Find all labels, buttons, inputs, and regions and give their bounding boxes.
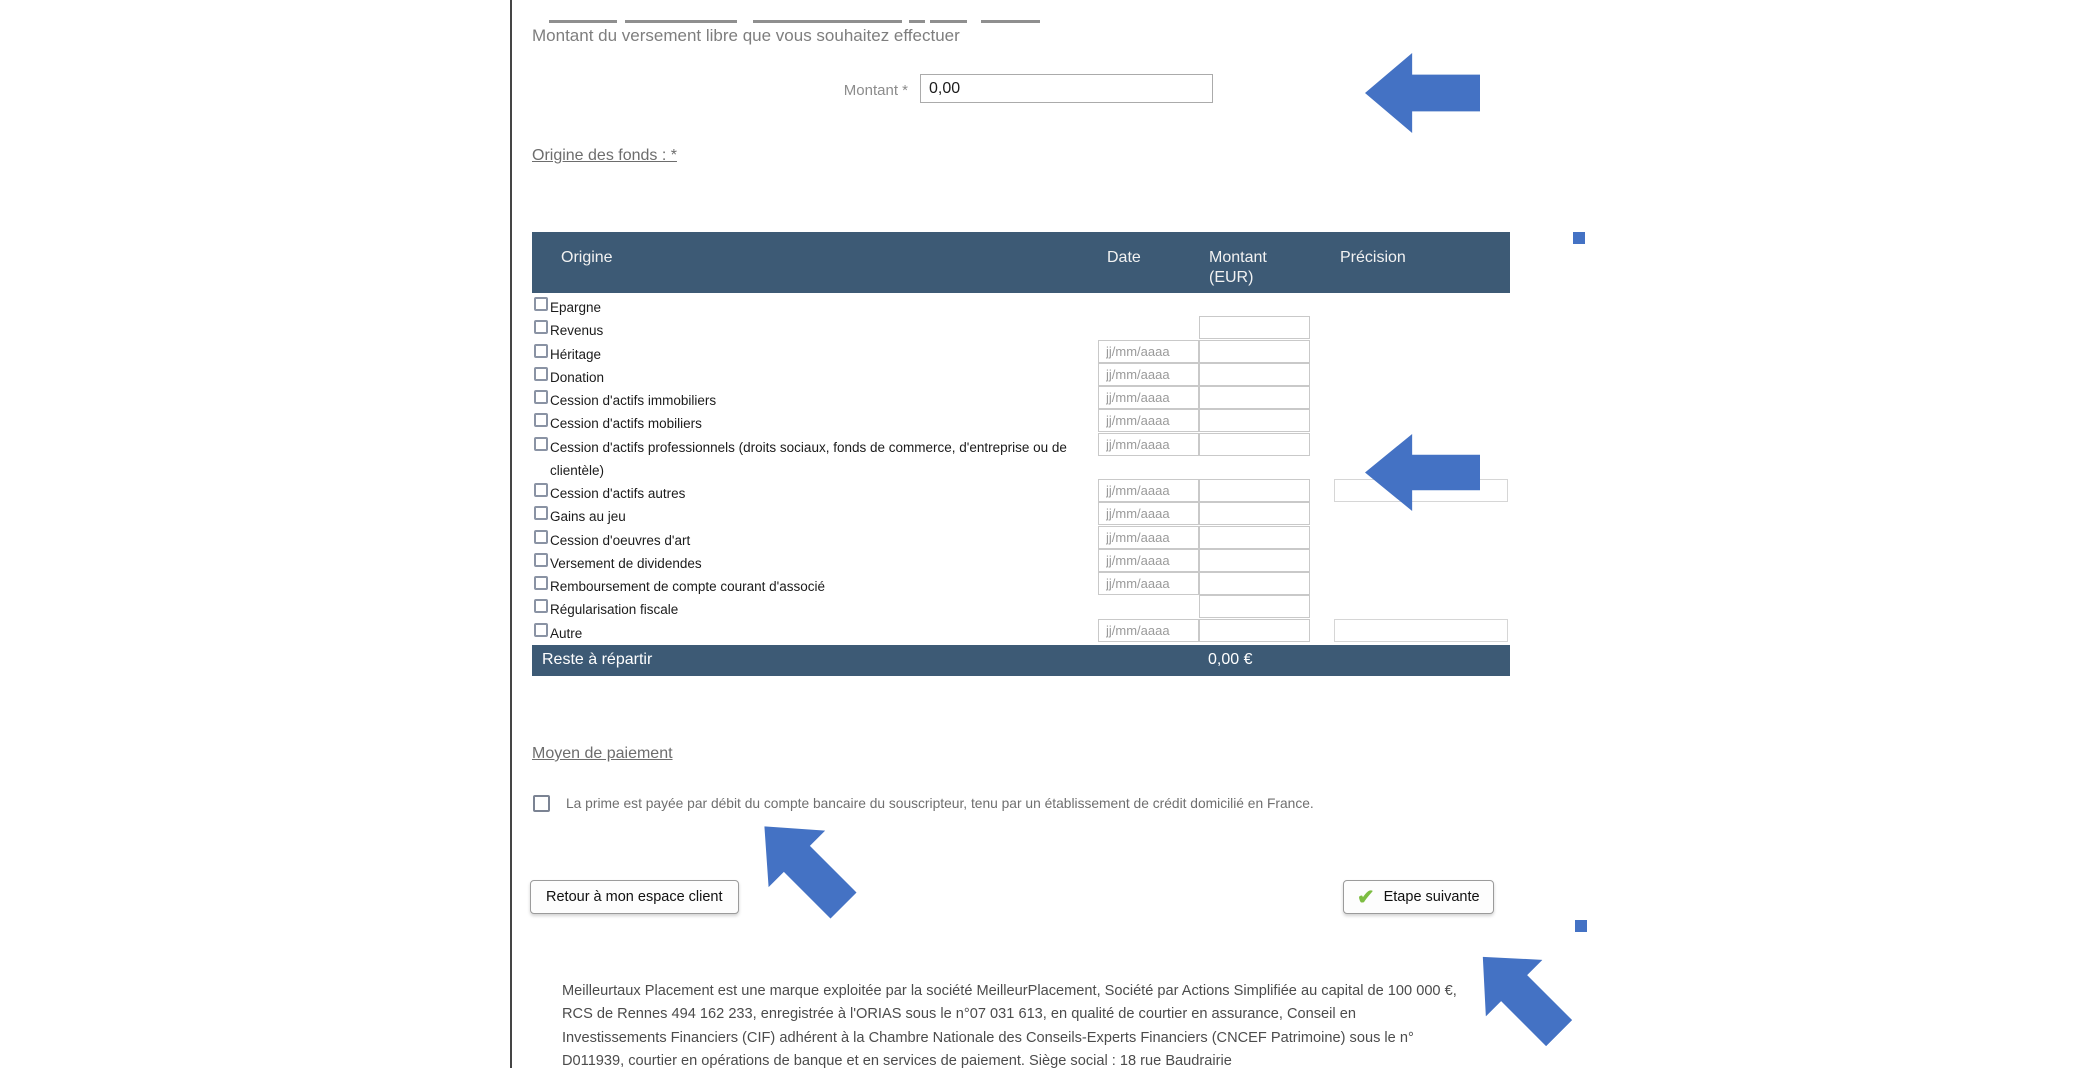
origin-label: Cession d'actifs professionnels (droits sociaux, fonds de commerce, d'entreprise ou de clientèle): [550, 439, 1067, 478]
origin-label: Régularisation fiscale: [550, 602, 679, 618]
origin-checkbox[interactable]: [534, 506, 548, 520]
montant-eur-input[interactable]: [1199, 572, 1310, 595]
origin-label: Donation: [550, 369, 605, 385]
montant-label: Montant *: [843, 82, 908, 99]
origin-row: [532, 342, 1510, 365]
origin-row: [532, 528, 1510, 551]
origin-table-header: [532, 232, 1510, 293]
montant-eur-input[interactable]: [1199, 386, 1310, 409]
annotation-arrow-upleft-payment-checkbox: [736, 798, 872, 934]
origin-row: [532, 574, 1510, 597]
date-input[interactable]: [1098, 386, 1199, 409]
col-header-date: Date: [1107, 249, 1141, 266]
montant-eur-input[interactable]: [1199, 479, 1310, 502]
origin-row: [532, 388, 1510, 411]
payment-checkbox[interactable]: [533, 795, 550, 812]
origin-row: [532, 481, 1510, 504]
montant-eur-input[interactable]: [1199, 619, 1310, 642]
montant-eur-input[interactable]: [1199, 363, 1310, 386]
content-left-border: [510, 0, 512, 1068]
annotation-arrow-upleft-next-button: [1455, 929, 1588, 1062]
truncated-underline: [981, 20, 1040, 23]
origin-label: Cession d'actifs immobiliers: [550, 393, 717, 408]
col-header-montant: Montant (EUR): [1209, 249, 1267, 286]
back-to-client-area-button[interactable]: [530, 880, 739, 914]
date-input[interactable]: [1098, 433, 1199, 456]
origin-checkbox[interactable]: [534, 599, 548, 613]
origin-row: [532, 295, 1510, 318]
origin-checkbox[interactable]: [534, 576, 548, 590]
origin-row: [532, 435, 1510, 482]
page-title: Montant du versement libre que vous souhaitez effectuer: [532, 26, 960, 45]
precision-input[interactable]: [1334, 619, 1508, 642]
date-input[interactable]: [1098, 549, 1199, 572]
date-input[interactable]: [1098, 502, 1199, 525]
origin-label: Remboursement de compte courant d'associé: [550, 579, 825, 594]
date-input[interactable]: [1098, 363, 1199, 386]
remaining-value: 0,00 €: [1208, 651, 1253, 668]
montant-eur-input[interactable]: [1199, 316, 1310, 339]
origin-checkbox[interactable]: [534, 413, 548, 427]
annotation-arrow-left-montant: [1365, 53, 1480, 133]
col-header-precision: Précision: [1340, 249, 1406, 266]
montant-eur-input[interactable]: [1199, 526, 1310, 549]
montant-eur-input[interactable]: [1199, 595, 1310, 618]
origin-checkbox[interactable]: [534, 344, 548, 358]
annotation-square-bottom: [1575, 920, 1587, 932]
montant-eur-input[interactable]: [1199, 502, 1310, 525]
truncated-underline: [753, 20, 902, 23]
green-check-icon: ✔: [1357, 885, 1375, 909]
origin-row: [532, 597, 1510, 620]
origin-checkbox[interactable]: [534, 367, 548, 381]
legal-footer-text: Meilleurtaux Placement est une marque exploitée par la société MeilleurPlacement, Société par Actions Simplifiée au capital de 100 000 €, RCS de Rennes 494 162 233, enregistrée à l'ORIAS sous le n°07 031 613, en qualité de courtier en assurance, Conseil en Investissements Financiers (CIF) adhérent à la Chambre Nationale des Conseils-Experts Financiers (CNCEF Patrimoine) sous le n° D011939, courtier en opérations de banque et en services de paiement. Siège social : 18 rue Baudrairie: [562, 983, 1457, 1068]
payment-section-heading: Moyen de paiement: [532, 745, 673, 762]
next-step-button[interactable]: [1343, 880, 1494, 914]
montant-eur-input[interactable]: [1199, 549, 1310, 572]
origin-label: Héritage: [550, 346, 602, 362]
origin-row: [532, 504, 1510, 527]
origin-checkbox[interactable]: [534, 623, 548, 637]
montant-eur-input[interactable]: [1199, 340, 1310, 363]
origin-label: Gains au jeu: [550, 509, 626, 525]
origin-section-heading: Origine des fonds : *: [532, 147, 677, 164]
date-input[interactable]: [1098, 526, 1199, 549]
annotation-square-top: [1573, 232, 1585, 244]
origin-row: [532, 621, 1510, 644]
origin-label: Cession d'actifs mobiliers: [550, 416, 702, 432]
origin-checkbox[interactable]: [534, 530, 548, 544]
date-input[interactable]: [1098, 340, 1199, 363]
truncated-underline: [549, 20, 617, 23]
remaining-label: Reste à répartir: [542, 651, 653, 668]
truncated-underline: [930, 20, 967, 23]
origin-rows: [532, 295, 1510, 644]
date-input[interactable]: [1098, 619, 1199, 642]
origin-label: Autre: [550, 625, 583, 641]
next-button-label: Etape suivante: [1383, 889, 1480, 905]
origin-row: [532, 551, 1510, 574]
origin-row: [532, 365, 1510, 388]
montant-eur-input[interactable]: [1199, 433, 1310, 456]
origin-checkbox[interactable]: [534, 390, 548, 404]
origin-label: Cession d'oeuvres d'art: [550, 532, 691, 548]
origin-label: Epargne: [550, 300, 602, 315]
origin-checkbox[interactable]: [534, 320, 548, 334]
truncated-underline: [909, 20, 925, 23]
origin-checkbox[interactable]: [534, 297, 548, 311]
origin-label: Revenus: [550, 323, 604, 339]
origin-row: [532, 318, 1510, 341]
back-button-label: Retour à mon espace client: [546, 889, 723, 905]
origin-checkbox[interactable]: [534, 437, 548, 451]
montant-eur-input[interactable]: [1199, 409, 1310, 432]
origin-checkbox[interactable]: [534, 553, 548, 567]
date-input[interactable]: [1098, 479, 1199, 502]
payment-checkbox-label: La prime est payée par débit du compte bancaire du souscripteur, tenu par un établissement de crédit domicilié en France.: [566, 796, 1314, 811]
origin-label: Versement de dividendes: [550, 555, 702, 571]
truncated-underline: [625, 20, 737, 23]
col-header-origine: Origine: [561, 249, 613, 266]
origin-label: Cession d'actifs autres: [550, 486, 686, 501]
date-input[interactable]: [1098, 572, 1199, 595]
origin-row: [532, 411, 1510, 434]
origin-checkbox[interactable]: [534, 483, 548, 497]
montant-input[interactable]: [920, 74, 1213, 103]
date-input[interactable]: [1098, 409, 1199, 432]
origin-table-footer: [532, 645, 1510, 676]
